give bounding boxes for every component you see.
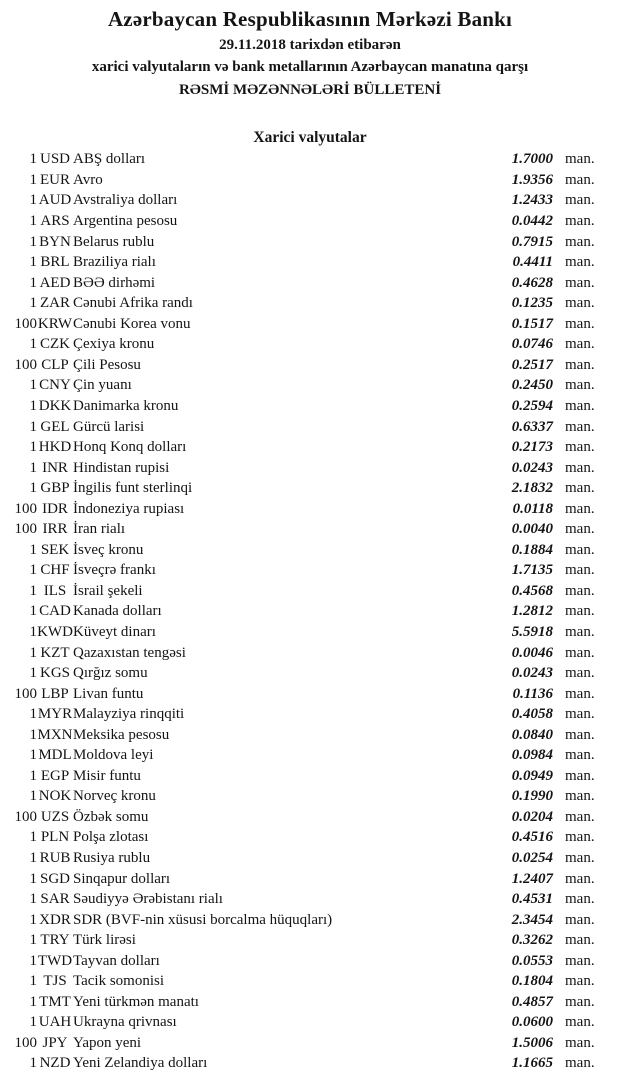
currency-name: Cənubi Korea vonu: [73, 315, 191, 332]
table-row: [0, 252, 620, 273]
rate-value: 0.4058: [511, 706, 553, 723]
rate-value: 1.2407: [511, 870, 553, 887]
currency-quantity: 1: [29, 213, 37, 230]
unit-label: man.: [565, 706, 595, 723]
table-row: [0, 889, 620, 910]
currency-name: Türk lirəsi: [73, 932, 136, 949]
rate-value: 0.0442: [511, 213, 553, 230]
currency-quantity: 1: [29, 1014, 37, 1031]
currency-code: RUB: [39, 849, 71, 866]
table-row: [0, 643, 620, 664]
table-row: [0, 581, 620, 602]
currency-quantity: 1: [29, 891, 37, 908]
table-row: [0, 396, 620, 417]
currency-code: TWD: [37, 952, 73, 969]
currency-code: CAD: [39, 603, 71, 620]
rate-value: 1.1665: [511, 1055, 553, 1072]
currency-name: Honq Konq dolları: [73, 439, 187, 456]
unit-label: man.: [565, 932, 595, 949]
unit-label: man.: [565, 747, 595, 764]
currency-code: XDR: [39, 911, 71, 928]
currency-quantity: 1: [29, 1055, 37, 1072]
unit-label: man.: [565, 562, 595, 579]
currency-name: İsveçrə frankı: [73, 562, 156, 579]
currency-code: BRL: [40, 254, 70, 271]
currency-quantity: 1: [29, 952, 37, 969]
rate-value: 0.1990: [511, 788, 553, 805]
rate-value: 0.0746: [511, 336, 553, 353]
unit-label: man.: [565, 685, 595, 702]
unit-label: man.: [565, 336, 595, 353]
table-row: [0, 1012, 620, 1033]
currency-name: Tacik somonisi: [73, 973, 165, 990]
table-row: [0, 807, 620, 828]
currency-quantity: 1: [29, 274, 37, 291]
currency-quantity: 1: [29, 726, 37, 743]
currency-quantity: 1: [29, 480, 37, 497]
section-title-foreign-currencies: Xarici valyutalar: [253, 128, 367, 146]
unit-label: man.: [565, 623, 595, 640]
currency-code: TJS: [43, 973, 67, 990]
unit-label: man.: [565, 849, 595, 866]
rate-value: 0.4411: [512, 254, 553, 271]
table-row: [0, 930, 620, 951]
currency-quantity: 1: [29, 870, 37, 887]
rate-value: 0.0254: [511, 849, 553, 866]
currency-code: TRY: [40, 932, 70, 949]
rate-value: 0.0553: [511, 952, 553, 969]
table-row: [0, 375, 620, 396]
currency-code: INR: [42, 459, 68, 476]
currency-code: ZAR: [40, 295, 70, 312]
currency-name: Çexiya kronu: [73, 336, 155, 353]
currency-name: Norveç kronu: [73, 788, 156, 805]
currency-name: Kanada dolları: [73, 603, 162, 620]
currency-quantity: 100: [14, 521, 37, 538]
currency-quantity: 1: [29, 397, 37, 414]
unit-label: man.: [565, 1014, 595, 1031]
unit-label: man.: [565, 726, 595, 743]
currency-quantity: 1: [29, 829, 37, 846]
unit-label: man.: [565, 767, 595, 784]
table-row: [0, 149, 620, 170]
rate-value: 0.4628: [511, 274, 553, 291]
currency-quantity: 1: [29, 418, 37, 435]
currency-code: KGS: [39, 665, 70, 682]
table-row: [0, 458, 620, 479]
currency-name: Rusiya rublu: [73, 849, 151, 866]
currency-quantity: 1: [29, 295, 37, 312]
currency-code: SEK: [40, 541, 70, 558]
currency-quantity: 1: [29, 932, 37, 949]
unit-label: man.: [565, 459, 595, 476]
rate-value: 0.7915: [511, 233, 553, 250]
currency-code: EUR: [40, 171, 70, 188]
currency-code: BYN: [39, 233, 71, 250]
table-row: [0, 848, 620, 869]
table-row: [0, 314, 620, 335]
currency-quantity: 100: [14, 1034, 37, 1051]
unit-label: man.: [565, 295, 595, 312]
rate-value: 1.9356: [511, 171, 553, 188]
currency-code: MYR: [37, 706, 73, 723]
currency-quantity: 1: [29, 993, 37, 1010]
currency-code: GBP: [40, 480, 70, 497]
currency-code: JPY: [42, 1034, 68, 1051]
table-row: [0, 704, 620, 725]
rate-value: 2.1832: [511, 480, 553, 497]
currency-name: Cənubi Afrika randı: [73, 295, 193, 312]
subtitle-line: xarici valyutaların və bank metallarının Azərbaycan manatına qarşı: [91, 59, 529, 76]
currency-code: KZT: [40, 644, 70, 661]
rate-value: 0.1517: [511, 315, 553, 332]
unit-label: man.: [565, 808, 595, 825]
rate-value: 1.2433: [511, 192, 553, 209]
table-row: [0, 910, 620, 931]
currency-name: Moldova leyi: [73, 747, 154, 764]
unit-label: man.: [565, 788, 595, 805]
rate-value: 0.0600: [511, 1014, 553, 1031]
currency-quantity: 1: [29, 973, 37, 990]
unit-label: man.: [565, 377, 595, 394]
unit-label: man.: [565, 829, 595, 846]
currency-code: CZK: [40, 336, 70, 353]
table-row: [0, 232, 620, 253]
currency-quantity: 1: [29, 562, 37, 579]
currency-code: USD: [39, 151, 70, 168]
currency-code: MXN: [37, 726, 73, 743]
rate-value: 0.1136: [512, 685, 553, 702]
currency-code: UZS: [40, 808, 70, 825]
currency-name: Küveyt dinarı: [73, 623, 156, 640]
rate-value: 0.0243: [511, 665, 553, 682]
table-row: [0, 869, 620, 890]
currency-name: Livan funtu: [73, 685, 144, 702]
currency-name: Özbək somu: [73, 808, 149, 825]
currency-code: NZD: [39, 1055, 71, 1072]
currency-code: DKK: [38, 397, 72, 414]
table-row: [0, 951, 620, 972]
unit-label: man.: [565, 1055, 595, 1072]
table-row: [0, 190, 620, 211]
currency-code: TMT: [39, 993, 71, 1010]
currency-name: Danimarka kronu: [73, 397, 179, 414]
currency-quantity: 1: [29, 788, 37, 805]
unit-label: man.: [565, 233, 595, 250]
bulletin-title-line: RƏSMİ MƏZƏNNƏLƏRİ BÜLLETENİ: [178, 81, 442, 98]
unit-label: man.: [565, 891, 595, 908]
currency-code: LBP: [41, 685, 69, 702]
currency-name: Braziliya rialı: [73, 254, 156, 271]
unit-label: man.: [565, 500, 595, 517]
rate-value: 0.4516: [511, 829, 553, 846]
currency-quantity: 1: [29, 336, 37, 353]
currency-quantity: 1: [29, 582, 37, 599]
currency-quantity: 1: [29, 747, 37, 764]
unit-label: man.: [565, 521, 595, 538]
currency-name: Avro: [73, 171, 103, 188]
currency-code: IRR: [42, 521, 68, 538]
table-row: [0, 478, 620, 499]
rate-value: 0.1235: [511, 295, 553, 312]
unit-label: man.: [565, 870, 595, 887]
currency-quantity: 1: [29, 439, 37, 456]
currency-name: Qırğız somu: [73, 665, 148, 682]
unit-label: man.: [565, 993, 595, 1010]
currency-quantity: 1: [29, 192, 37, 209]
unit-label: man.: [565, 603, 595, 620]
currency-code: CLP: [41, 356, 69, 373]
unit-label: man.: [565, 582, 595, 599]
currency-name: İsveç kronu: [73, 541, 144, 558]
table-row: [0, 437, 620, 458]
currency-quantity: 1: [29, 377, 37, 394]
rate-value: 0.0204: [511, 808, 553, 825]
currency-quantity: 1: [29, 644, 37, 661]
rate-value: 0.0949: [511, 767, 553, 784]
table-row: [0, 725, 620, 746]
currency-name: Argentina pesosu: [73, 213, 178, 230]
currency-code: CNY: [39, 377, 71, 394]
currency-code: SAR: [40, 891, 70, 908]
table-row: [0, 601, 620, 622]
rate-value: 2.3454: [511, 911, 553, 928]
table-row: [0, 622, 620, 643]
rate-value: 0.4857: [511, 993, 553, 1010]
unit-label: man.: [565, 665, 595, 682]
currency-quantity: 1: [29, 623, 37, 640]
table-row: [0, 334, 620, 355]
currency-quantity: 1: [29, 151, 37, 168]
table-row: [0, 766, 620, 787]
currency-code: IDR: [42, 500, 68, 517]
unit-label: man.: [565, 418, 595, 435]
unit-label: man.: [565, 1034, 595, 1051]
currency-name: Sinqapur dolları: [73, 870, 171, 887]
rate-value: 0.0243: [511, 459, 553, 476]
rate-value: 0.0046: [511, 644, 553, 661]
currency-code: CHF: [40, 562, 70, 579]
table-row: [0, 971, 620, 992]
rate-value: 0.2517: [511, 356, 553, 373]
unit-label: man.: [565, 911, 595, 928]
currency-quantity: 100: [14, 315, 37, 332]
rate-value: 1.7000: [511, 151, 553, 168]
table-row: [0, 499, 620, 520]
table-row: [0, 1053, 620, 1073]
currency-name: Səudiyyə Ərəbistanı rialı: [73, 891, 223, 908]
table-row: [0, 1033, 620, 1054]
currency-code: HKD: [38, 439, 72, 456]
currency-quantity: 100: [14, 808, 37, 825]
rate-value: 0.0984: [511, 747, 553, 764]
currency-name: Qazaxıstan tengəsi: [73, 644, 186, 661]
bank-title: Azərbaycan Respublikasının Mərkəzi Bankı: [107, 7, 513, 31]
currency-quantity: 1: [29, 603, 37, 620]
rate-value: 0.2594: [511, 397, 553, 414]
rate-value: 1.2812: [511, 603, 553, 620]
currency-code: ILS: [43, 582, 67, 599]
unit-label: man.: [565, 274, 595, 291]
rate-value: 0.0118: [512, 500, 553, 517]
currency-quantity: 1: [29, 911, 37, 928]
unit-label: man.: [565, 213, 595, 230]
currency-code: KRW: [37, 315, 73, 332]
currency-name: Ukrayna qrivnası: [73, 1014, 177, 1031]
rate-value: 5.5918: [511, 623, 553, 640]
effective-date-line: 29.11.2018 tarixdən etibarən: [219, 37, 401, 53]
currency-name: İran rialı: [73, 521, 126, 538]
currency-quantity: 1: [29, 254, 37, 271]
table-row: [0, 170, 620, 191]
currency-code: GEL: [40, 418, 70, 435]
rate-value: 0.1884: [511, 541, 553, 558]
currency-name: İndoneziya rupiası: [73, 500, 185, 517]
currency-code: UAH: [38, 1014, 72, 1031]
currency-name: İsrail şekeli: [73, 582, 143, 599]
unit-label: man.: [565, 151, 595, 168]
rate-value: 0.4531: [511, 891, 553, 908]
unit-label: man.: [565, 952, 595, 969]
currency-name: SDR (BVF-nin xüsusi borcalma hüquqları): [73, 911, 333, 928]
currency-name: Yeni Zelandiya dolları: [73, 1055, 208, 1072]
table-row: [0, 417, 620, 438]
table-row: [0, 273, 620, 294]
currency-code: EGP: [40, 767, 70, 784]
table-row: [0, 745, 620, 766]
table-row: [0, 684, 620, 705]
rate-value: 1.5006: [511, 1034, 553, 1051]
unit-label: man.: [565, 541, 595, 558]
currency-quantity: 100: [14, 356, 37, 373]
currency-name: Gürcü larisi: [73, 418, 145, 435]
currency-name: Avstraliya dolları: [73, 192, 178, 209]
currency-name: Belarus rublu: [73, 233, 155, 250]
unit-label: man.: [565, 254, 595, 271]
currency-code: AED: [39, 274, 71, 291]
currency-name: Misir funtu: [73, 767, 141, 784]
currency-name: Çili Pesosu: [73, 356, 141, 373]
currency-name: Malayziya rinqqiti: [73, 706, 185, 723]
table-row: [0, 786, 620, 807]
rate-value: 0.2173: [511, 439, 553, 456]
currency-quantity: 1: [29, 171, 37, 188]
currency-name: Hindistan rupisi: [73, 459, 170, 476]
rate-value: 1.7135: [511, 562, 553, 579]
rate-value: 0.6337: [511, 418, 553, 435]
rates-table: [0, 149, 620, 1073]
currency-name: Meksika pesosu: [73, 726, 170, 743]
unit-label: man.: [565, 397, 595, 414]
unit-label: man.: [565, 973, 595, 990]
unit-label: man.: [565, 644, 595, 661]
unit-label: man.: [565, 171, 595, 188]
currency-quantity: 1: [29, 665, 37, 682]
unit-label: man.: [565, 315, 595, 332]
currency-quantity: 1: [29, 849, 37, 866]
currency-quantity: 100: [14, 500, 37, 517]
rate-value: 0.3262: [511, 932, 553, 949]
rate-value: 0.1804: [511, 973, 553, 990]
currency-name: ABŞ dolları: [73, 151, 146, 168]
table-row: [0, 540, 620, 561]
table-row: [0, 293, 620, 314]
currency-name: Tayvan dolları: [73, 952, 160, 969]
table-row: [0, 560, 620, 581]
currency-quantity: 1: [29, 541, 37, 558]
currency-quantity: 100: [14, 685, 37, 702]
currency-quantity: 1: [29, 767, 37, 784]
currency-quantity: 1: [29, 233, 37, 250]
bulletin-header: [0, 0, 620, 101]
currency-quantity: 1: [29, 459, 37, 476]
rate-value: 0.0040: [511, 521, 553, 538]
currency-name: BƏƏ dirhəmi: [73, 274, 156, 291]
table-row: [0, 827, 620, 848]
rate-value: 0.2450: [511, 377, 553, 394]
currency-name: Yapon yeni: [73, 1034, 142, 1051]
unit-label: man.: [565, 192, 595, 209]
rate-value: 0.4568: [511, 582, 553, 599]
unit-label: man.: [565, 480, 595, 497]
currency-quantity: 1: [29, 706, 37, 723]
currency-code: PLN: [40, 829, 70, 846]
currency-code: AUD: [38, 192, 72, 209]
currency-code: KWD: [37, 623, 73, 640]
rate-value: 0.0840: [511, 726, 553, 743]
currency-code: SGD: [39, 870, 70, 887]
unit-label: man.: [565, 356, 595, 373]
currency-name: Çin yuanı: [73, 377, 132, 394]
unit-label: man.: [565, 439, 595, 456]
currency-code: ARS: [40, 213, 70, 230]
table-row: [0, 992, 620, 1013]
table-row: [0, 663, 620, 684]
currency-name: Yeni türkmən manatı: [73, 993, 199, 1010]
currency-code: MDL: [38, 747, 72, 764]
currency-name: İngilis funt sterlinqi: [73, 480, 193, 497]
table-row: [0, 211, 620, 232]
table-row: [0, 355, 620, 376]
table-row: [0, 519, 620, 540]
currency-code: NOK: [38, 788, 72, 805]
currency-name: Polşa zlotası: [73, 829, 149, 846]
